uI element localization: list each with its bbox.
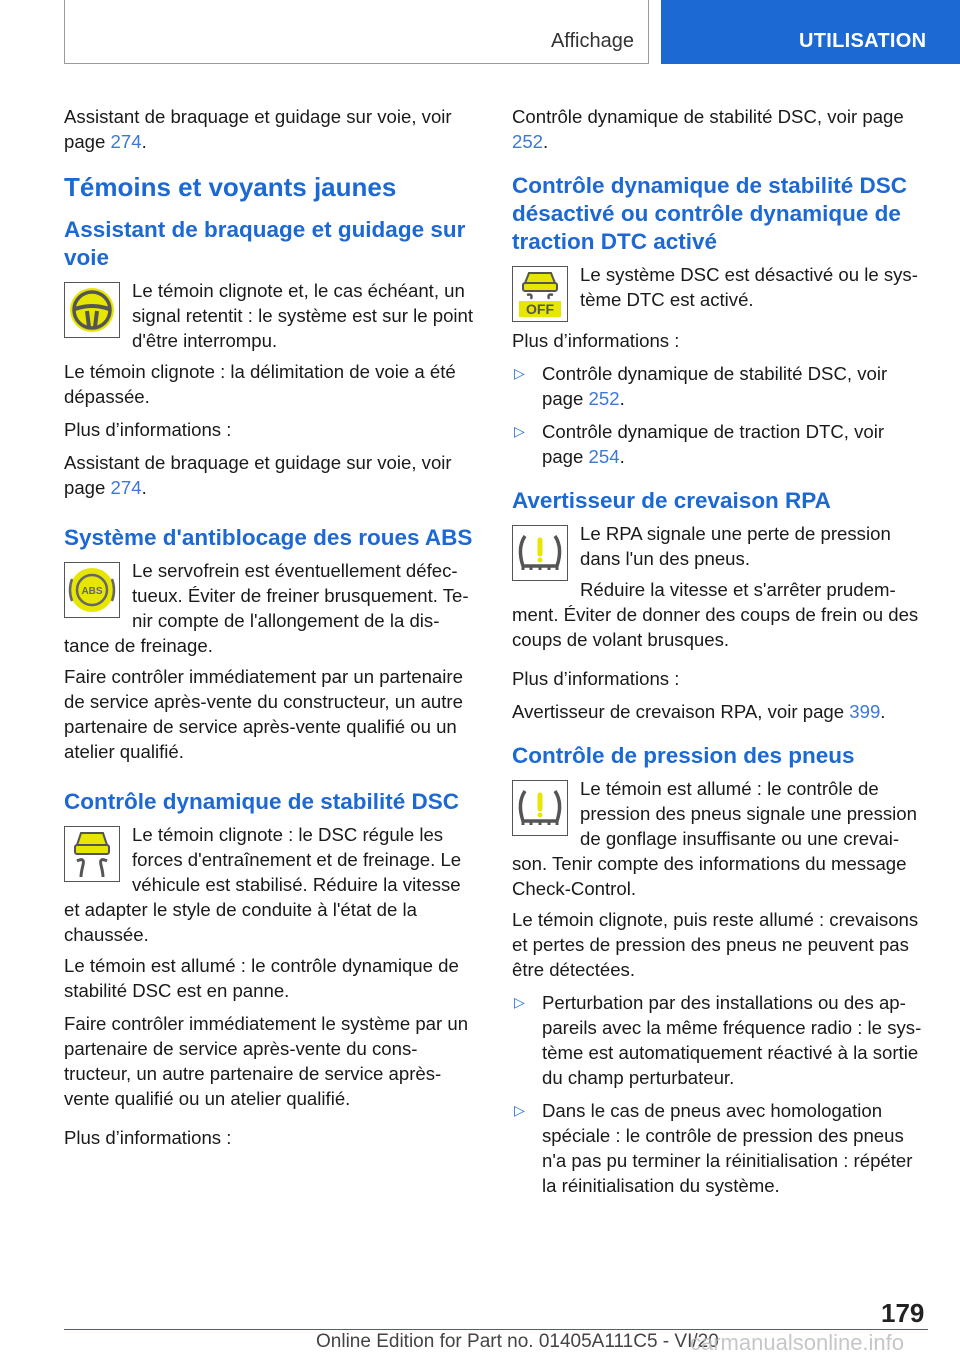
triangle-bullet-icon: ▷ <box>514 1102 525 1118</box>
heading-dsc: Contrôle dynamique de stabilité DSC <box>64 789 460 814</box>
heading-tire-pressure: Contrôle de pression des pneus <box>512 743 855 768</box>
dsc-off-more-info: Plus d’informations : <box>512 330 680 351</box>
dsc-text-1: Le témoin clignote : le DSC régule les forces d'entraînement et de freinage. Le véhicule est stabilisé. Réduire la vitesse et adapter le style de conduite à l'état de la chaussée. <box>64 824 462 945</box>
rpa-text-2: Réduire la vitesse et s'arrêter prudemment. Éviter de donner des coups de frein ou des coups de volant brusques. <box>512 579 919 650</box>
header-chapter-title: UTILISATION <box>799 30 927 52</box>
watermark: carmanualsonline.info <box>690 1330 905 1355</box>
left-intro: Assistant de braquage et guidage sur voie, voir page 274. <box>64 106 452 152</box>
section-title-yellow-warnings: Témoins et voyants jaunes <box>64 172 397 202</box>
dsc-text-2: Le témoin est allumé : le contrôle dynamique de stabilité DSC est en panne. <box>64 955 459 1001</box>
dsc-text-3: Faire contrôler immédiatement le système par un partenaire de service après-vente du constructeur, un autre partenaire de service après-vente qualifié ou un atelier qualifié. <box>64 1013 469 1109</box>
rpa-reference: Avertisseur de crevaison RPA, voir page 399. <box>512 701 886 722</box>
heading-lane-assistant: Assistant de braquage et guidage sur voie <box>64 217 466 270</box>
right-column <box>512 104 928 1206</box>
heading-rpa: Avertisseur de crevaison RPA <box>512 488 831 513</box>
triangle-bullet-icon: ▷ <box>514 423 525 439</box>
header-section-title: Affichage <box>550 30 634 52</box>
dsc-off-icon <box>512 266 568 322</box>
list-item: ▷ Contrôle dynamique de traction DTC, voir page 254. <box>514 421 885 467</box>
lane-text-1: Le témoin clignote et, le cas échéant, un signal retentit : le système est sur le point d'être interrompu. <box>132 280 474 351</box>
abs-warning-block <box>64 558 478 664</box>
page-link-274[interactable]: 274 <box>110 477 142 498</box>
lane-text-2: Le témoin clignote : la délimitation de voie a été dépassée. <box>64 361 456 407</box>
steering-wheel-warning-icon <box>64 282 120 338</box>
heading-dsc-off: Contrôle dynamique de stabilité DSC désactivé ou contrôle dynamique de traction DTC activé <box>512 173 908 254</box>
abs-warning-icon <box>64 562 120 618</box>
abs-icon-label: ABS <box>81 586 103 597</box>
page-link-252[interactable]: 252 <box>512 131 544 152</box>
dsc-off-text-1: Le système DSC est désactivé ou le système DTC est activé. <box>580 264 918 310</box>
list-item: ▷ Dans le cas de pneus avec homologation spéciale : le contrôle de pression des pneus n'a pas pu terminer la réinitialisation : répéter la réinitialisation du système. <box>514 1100 913 1196</box>
list-item: ▷ Perturbation par des installations ou des appareils avec la même fréquence radio : le système est automatiquement réactivé à la sortie du champ perturbateur. <box>514 992 922 1088</box>
page-link-254[interactable]: 254 <box>588 446 620 467</box>
header-chapter-tab[interactable] <box>661 0 960 64</box>
tpm-notes-list <box>512 990 928 1198</box>
lane-reference: Assistant de braquage et guidage sur voie, voir page 274. <box>64 452 452 498</box>
dsc-off-reference-list <box>512 361 928 469</box>
triangle-bullet-icon: ▷ <box>514 365 525 381</box>
rpa-more-info: Plus d’informations : <box>512 668 680 689</box>
rpa-text-1: Le RPA signale une perte de pression dans l'un des pneus. <box>580 523 891 569</box>
dsc-warning-block <box>64 822 478 953</box>
tire-pressure-warning-icon <box>512 525 568 581</box>
abs-text-1: Le servofrein est éventuellement défectueux. Éviter de freiner brusquement. Tenir compte de l'allongement de la distance de freinage. <box>64 560 469 656</box>
triangle-bullet-icon: ▷ <box>514 994 525 1010</box>
header-section-box <box>64 0 649 64</box>
dsc-more-info: Plus d’informations : <box>64 1127 232 1148</box>
page-link-399[interactable]: 399 <box>849 701 881 722</box>
dsc-skid-icon <box>64 826 120 882</box>
tpm-warning-block <box>512 776 928 907</box>
tire-pressure-monitor-icon <box>512 780 568 836</box>
footer-edition: Online Edition for Part no. 01405A111C5 - VI/20 <box>316 1331 719 1352</box>
lane-more-info: Plus d’informations : <box>64 419 232 440</box>
dsc-off-warning-block <box>512 262 928 328</box>
tpm-text-2: Le témoin clignote, puis reste allumé : crevaisons et pertes de pression des pneus ne peuvent pas être détectées. <box>512 909 919 980</box>
lane-warning-block <box>64 278 478 359</box>
list-item: ▷ Contrôle dynamique de stabilité DSC, voir page 252. <box>514 363 888 409</box>
dsc-off-icon-label: OFF <box>526 301 554 317</box>
left-column <box>64 104 478 1158</box>
right-intro: Contrôle dynamique de stabilité DSC, voir page 252. <box>512 106 904 152</box>
tpm-text-1: Le témoin est allumé : le contrôle de pression des pneus signale une pression de gonflage insuffisante ou une crevaison. Tenir compte des informations du message Check-Control. <box>512 778 917 899</box>
heading-abs: Système d'antiblocage des roues ABS <box>64 525 473 550</box>
page-number: 179 <box>881 1298 925 1328</box>
page-link-274[interactable]: 274 <box>110 131 142 152</box>
page-link-252[interactable]: 252 <box>588 388 620 409</box>
abs-text-2: Faire contrôler immédiatement par un partenaire de service après-vente du constructeur, un autre partenaire de service après-vente qualifié ou un atelier qualifié. <box>64 666 463 762</box>
rpa-warning-block <box>512 521 928 658</box>
